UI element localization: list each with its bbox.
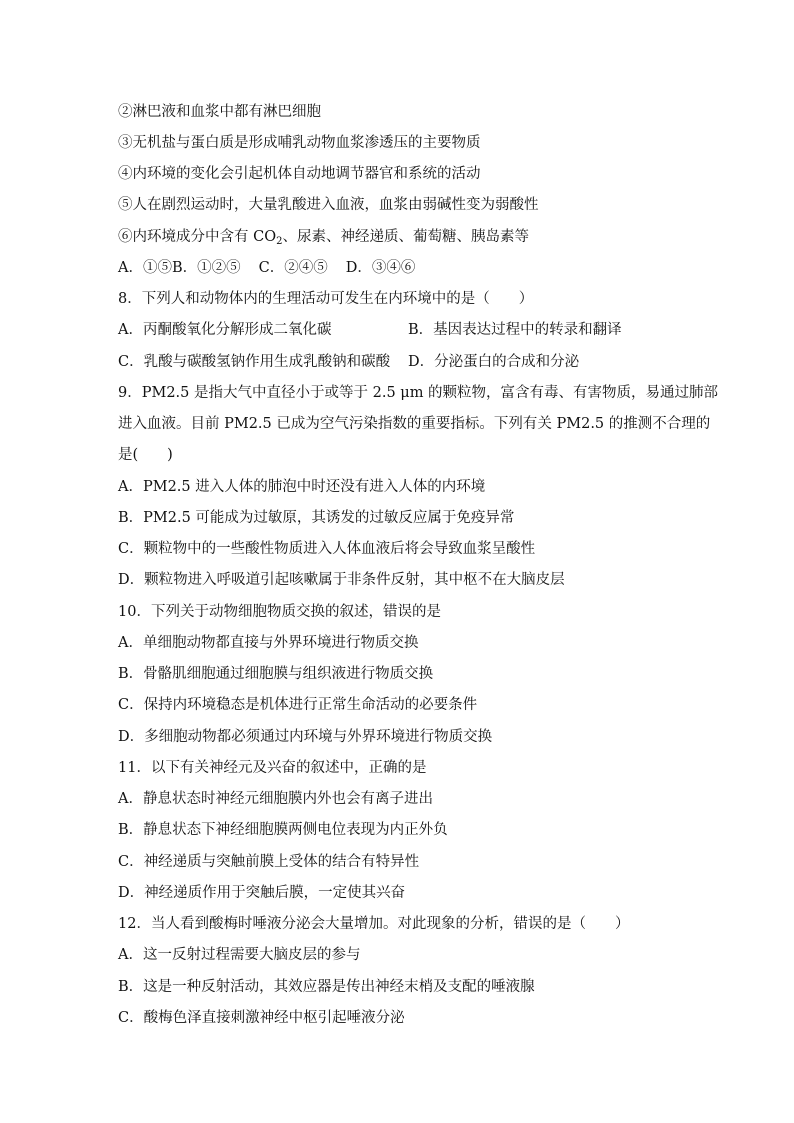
q11-option-d: D．神经递质作用于突触后膜，一定使其兴奋: [118, 885, 406, 901]
q8-option-a: A．丙酮酸氧化分解形成二氧化碳: [118, 322, 332, 338]
q9-stem-line-2: 进入血液。目前 PM2.5 已成为空气污染指数的重要指标。下列有关 PM2.5 的推测不合理的: [118, 416, 711, 432]
q8-stem: 8．下列人和动物体内的生理活动可发生在内环境中的是（ ）: [118, 291, 534, 307]
statement-6-sub: 2: [276, 236, 283, 247]
q11-option-a: A．静息状态时神经元细胞膜内外也会有离子进出: [118, 791, 433, 807]
q11-option-b: B．静息状态下神经细胞膜两侧电位表现为内正外负: [118, 822, 448, 838]
q8-option-c: C．乳酸与碳酸氢钠作用生成乳酸钠和碳酸: [118, 354, 391, 370]
q8-option-b: B．基因表达过程中的转录和翻译: [408, 322, 622, 338]
q10-option-c: C．保持内环境稳态是机体进行正常生命活动的必要条件: [118, 697, 478, 713]
q11-option-c: C．神经递质与突触前膜上受体的结合有特异性: [118, 854, 420, 870]
q9-stem-line-3: 是( ): [118, 447, 173, 463]
q10-option-b: B．骨骼肌细胞通过细胞膜与组织液进行物质交换: [118, 666, 434, 682]
statement-6-post: 、尿素、神经递质、葡萄糖、胰岛素等: [282, 229, 529, 245]
q7-option-a: A．①⑤: [118, 260, 172, 276]
statement-5: ⑤人在剧烈运动时，大量乳酸进入血液，血浆由弱碱性变为弱酸性: [118, 197, 539, 213]
q7-option-b: B．①②⑤: [171, 260, 241, 276]
q7-option-c: C．②④⑤: [258, 260, 328, 276]
q10-option-a: A．单细胞动物都直接与外界环境进行物质交换: [118, 635, 419, 651]
statement-4: ④内环境的变化会引起机体自动地调节器官和系统的活动: [118, 166, 481, 182]
q9-option-b: B．PM2.5 可能成为过敏原，其诱发的过敏反应属于免疫异常: [118, 510, 515, 526]
q10-option-d: D．多细胞动物都必须通过内环境与外界环境进行物质交换: [118, 729, 493, 745]
q10-stem: 10．下列关于动物细胞物质交换的叙述，错误的是: [118, 604, 441, 620]
q7-option-d: D．③④⑥: [345, 260, 416, 276]
q12-option-b: B．这是一种反射活动，其效应器是传出神经末梢及支配的唾液腺: [118, 979, 535, 995]
q7-options: [118, 258, 415, 278]
q12-option-a: A．这一反射过程需要大脑皮层的参与: [118, 947, 361, 963]
q9-option-c: C．颗粒物中的一些酸性物质进入人体血液后将会导致血浆呈酸性: [118, 541, 536, 557]
q12-option-c: C．酸梅色泽直接刺激神经中枢引起唾液分泌: [118, 1010, 405, 1026]
statement-6: [118, 227, 529, 247]
q12-stem: 12．当人看到酸梅时唾液分泌会大量增加。对此现象的分析，错误的是（ ）: [118, 916, 630, 932]
statement-2: ②淋巴液和血浆中都有淋巴细胞: [118, 104, 321, 120]
q9-option-a: A．PM2.5 进入人体的肺泡中时还没有进入人体的内环境: [118, 479, 486, 495]
statement-6-pre: ⑥内环境成分中含有 CO: [118, 229, 277, 245]
q8-option-d: D．分泌蛋白的合成和分泌: [408, 354, 580, 370]
q9-option-d: D．颗粒物进入呼吸道引起咳嗽属于非条件反射，其中枢不在大脑皮层: [118, 572, 565, 588]
statement-3: ③无机盐与蛋白质是形成哺乳动物血浆渗透压的主要物质: [118, 135, 481, 151]
q11-stem: 11．以下有关神经元及兴奋的叙述中，正确的是: [118, 760, 427, 776]
q9-stem-line-1: 9．PM2.5 是指大气中直径小于或等于 2.5 μm 的颗粒物，富含有毒、有害物质，易通过肺部: [118, 385, 719, 401]
